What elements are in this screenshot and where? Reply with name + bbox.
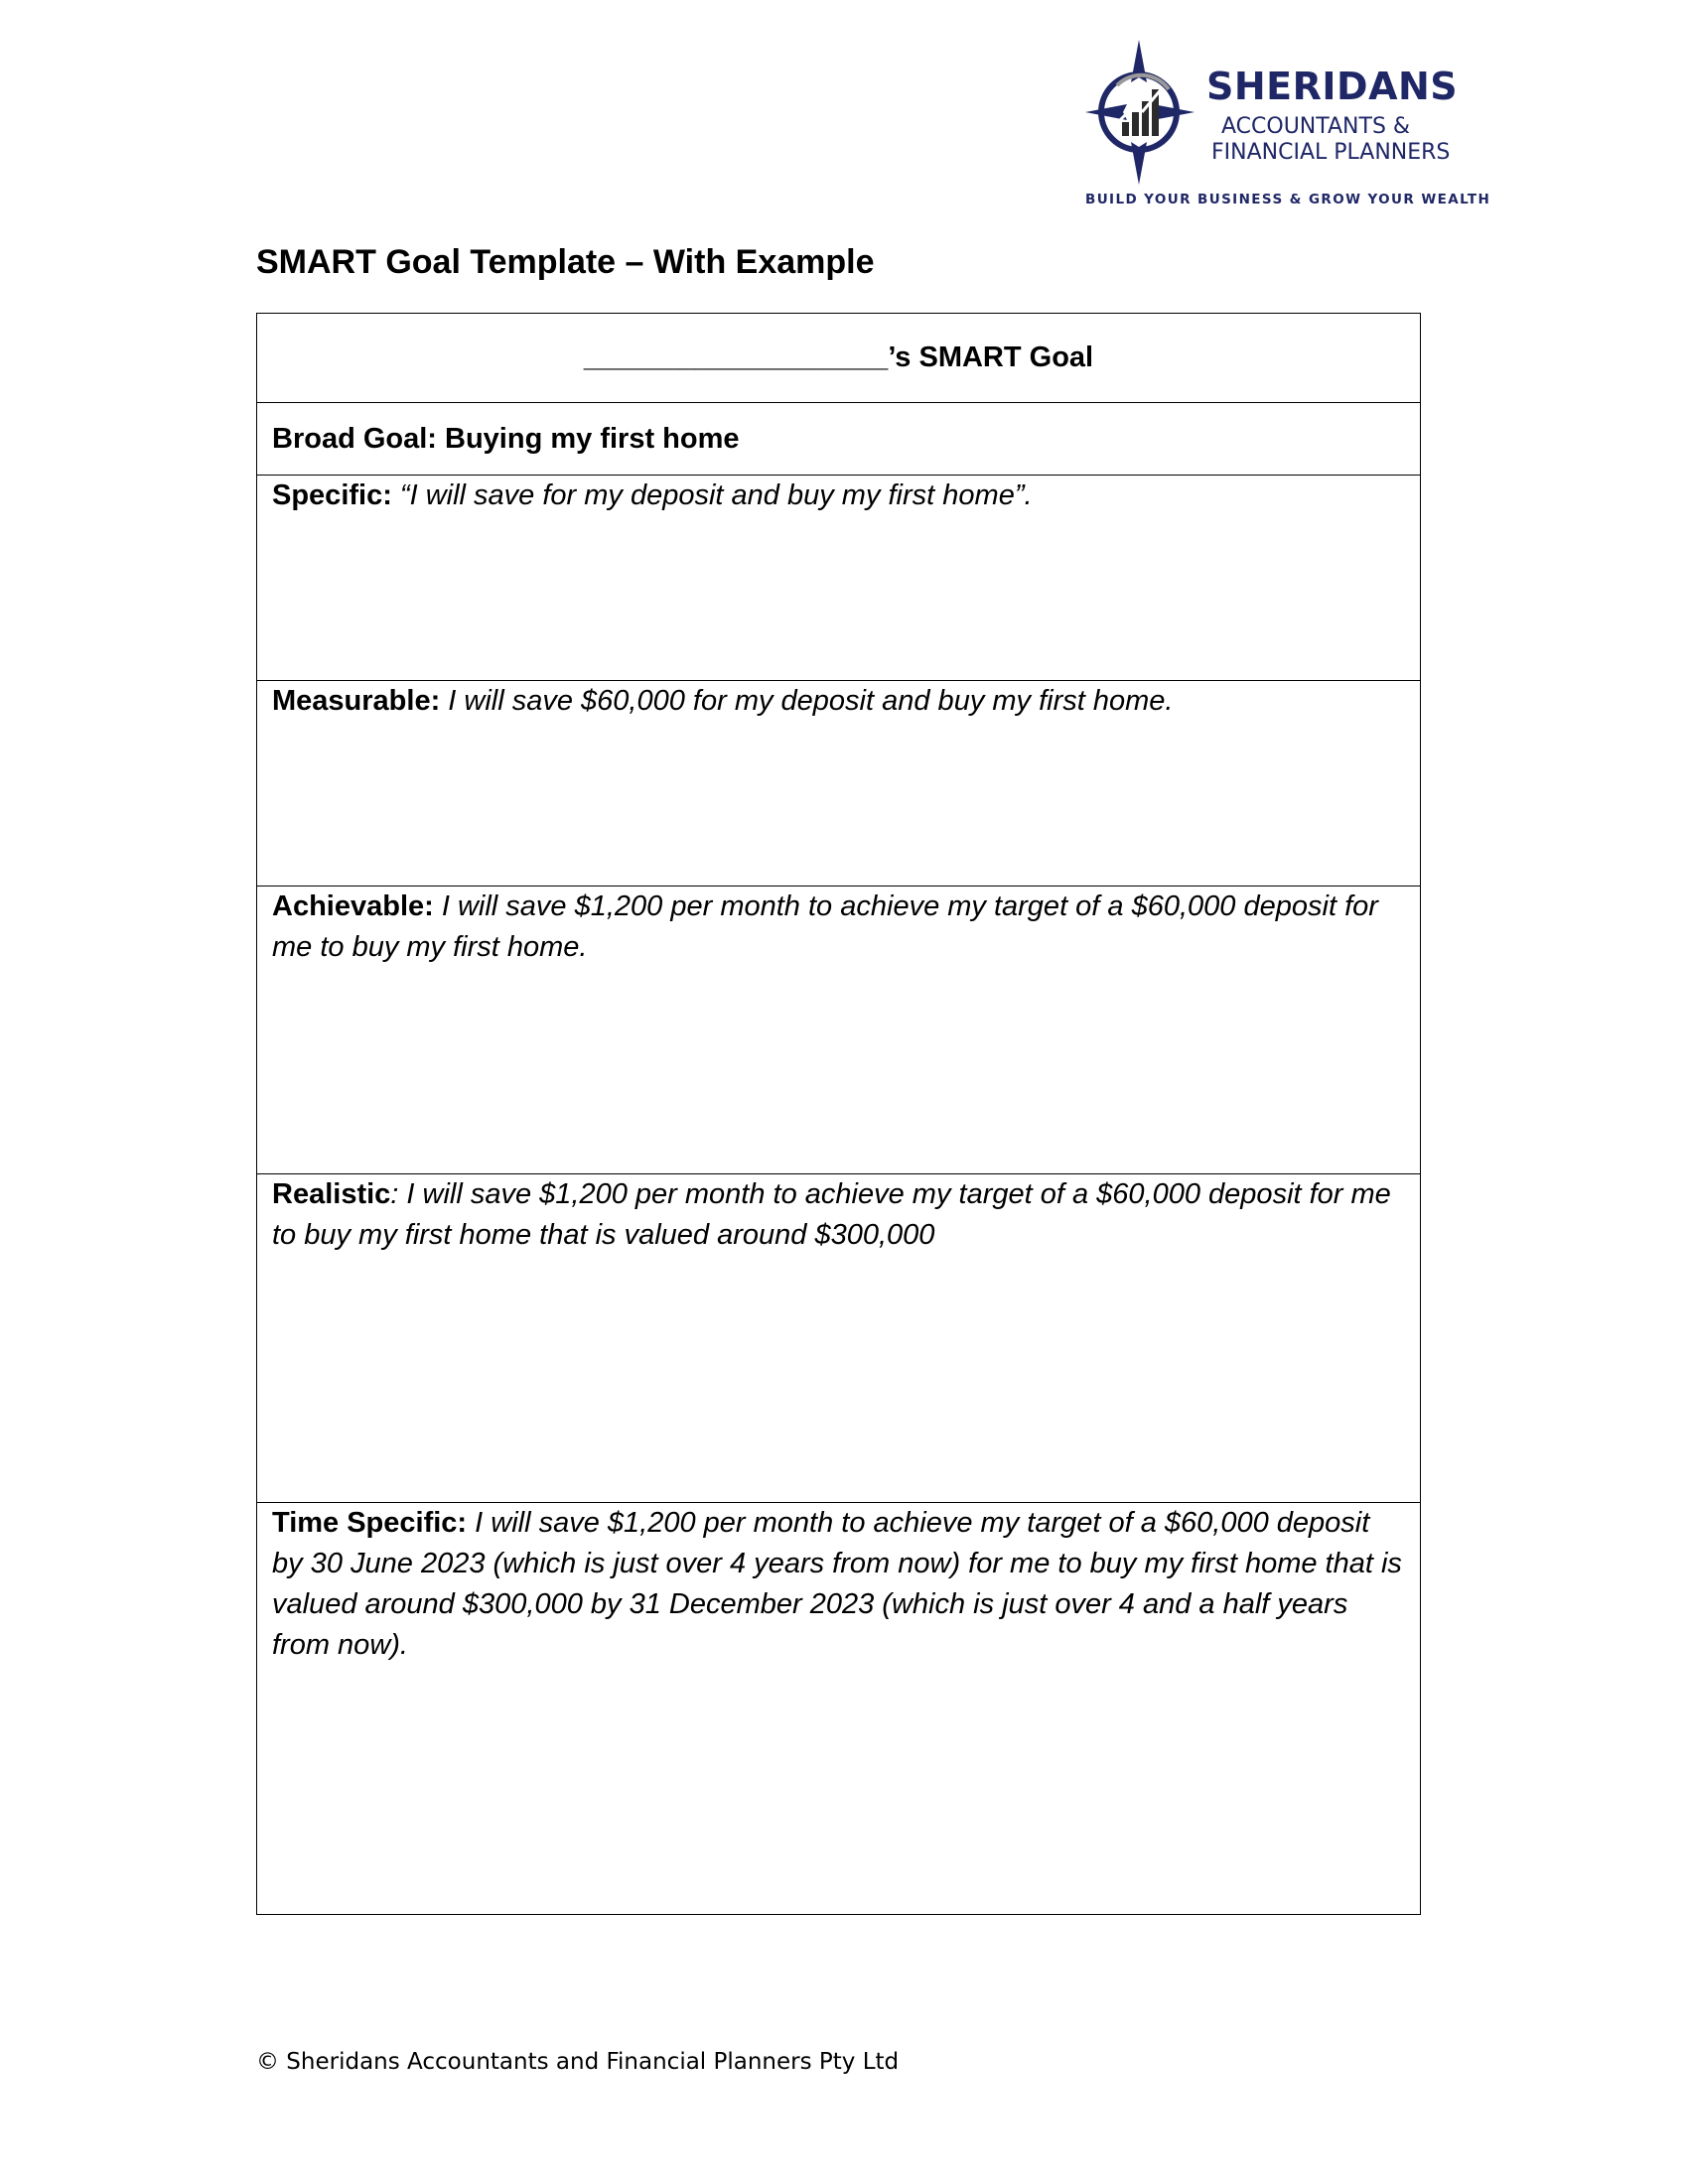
measurable-row <box>257 680 1420 886</box>
realistic-text: : I will save $1,200 per month to achieve my target of a $60,000 deposit for me to buy my first home that is valued around $300,000 <box>272 1178 1391 1251</box>
time-specific-text: I will save $1,200 per month to achieve my target of a $60,000 deposit by 30 June 2023 (which is just over 4 years from now) for me to buy my first home that is valued around $300,000 by 31 December 2023 (which is just over 4 and a half years from now). <box>272 1507 1402 1661</box>
logo-line-financial-planners: FINANCIAL PLANNERS <box>1211 140 1451 165</box>
logo-brand-text: SHERIDANS <box>1206 65 1459 108</box>
specific-text: “I will save for my deposit and buy my first home”. <box>391 479 1033 511</box>
company-logo <box>1077 38 1492 216</box>
measurable-label: Measurable: <box>272 685 441 717</box>
table-header-row <box>257 314 1420 402</box>
achievable-row <box>257 886 1420 1173</box>
realistic-label: Realistic <box>272 1178 391 1210</box>
achievable-label: Achievable: <box>272 890 434 922</box>
logo-tagline: BUILD YOUR BUSINESS & GROW YOUR WEALTH <box>1085 192 1491 207</box>
time-specific-label: Time Specific: <box>272 1507 468 1539</box>
copyright-footer: © Sheridans Accountants and Financial Planners Pty Ltd <box>256 2049 900 2075</box>
page-title: SMART Goal Template – With Example <box>256 243 875 281</box>
specific-row <box>257 475 1420 680</box>
measurable-text: I will save $60,000 for my deposit and buy my first home. <box>440 685 1174 717</box>
realistic-row <box>257 1173 1420 1502</box>
logo-line-accountants: ACCOUNTANTS & <box>1221 114 1411 139</box>
broad-goal-row <box>257 402 1420 475</box>
time-specific-row <box>257 1502 1420 1914</box>
specific-label: Specific: <box>272 479 392 511</box>
compass-bar-chart-icon <box>1077 38 1206 187</box>
broad-goal-text: Broad Goal: Buying my first home <box>272 423 740 455</box>
achievable-text: I will save $1,200 per month to achieve my target of a $60,000 deposit for me to buy my first home. <box>272 890 1378 963</box>
smart-goal-name-heading: ___________________’s SMART Goal <box>583 341 1094 373</box>
smart-goal-table <box>256 313 1421 1915</box>
